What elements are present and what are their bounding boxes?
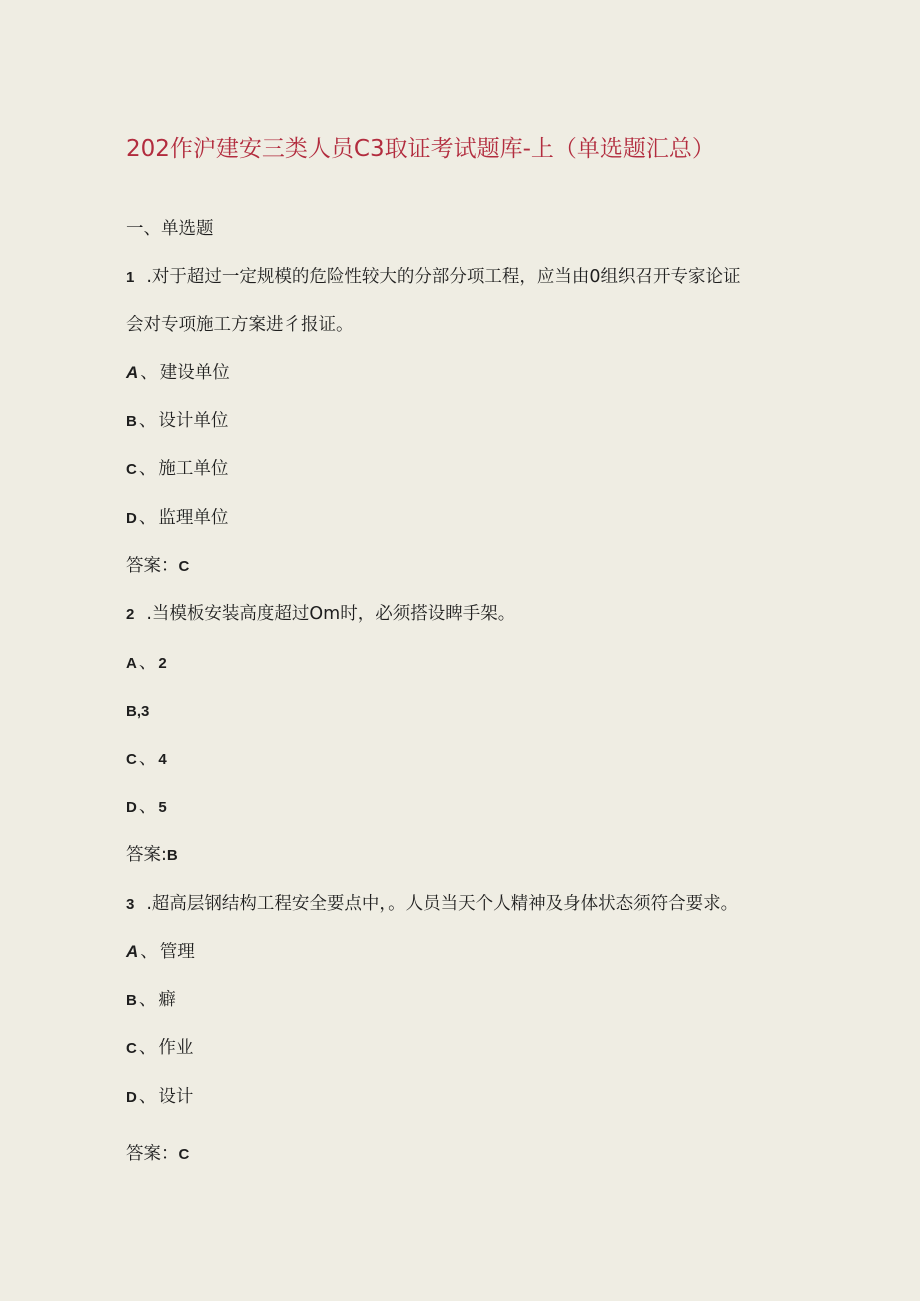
answer-value: C (178, 1146, 190, 1163)
option-text: 作业 (158, 1038, 194, 1058)
option-letter: A (126, 655, 137, 672)
option-text: 5 (158, 799, 167, 816)
question-number: 2 (126, 606, 135, 623)
question-text: .对于超过一定规模的危险性较大的分部分项工程，应当由0组织召开专家论证 (146, 267, 741, 287)
option-a (126, 361, 230, 385)
option-separator: 、 (138, 1038, 157, 1058)
option-b (126, 699, 149, 724)
option-letter: A (126, 363, 139, 382)
option-text: 施工单位 (158, 459, 229, 479)
option-separator: 、 (138, 411, 157, 431)
option-text: 管理 (159, 942, 195, 962)
option-d (126, 795, 167, 820)
option-letter: D (126, 510, 137, 527)
answer-2 (126, 843, 178, 868)
option-separator: 、 (138, 990, 157, 1010)
option-text: 设计 (158, 1087, 194, 1107)
option-a (126, 651, 167, 676)
answer-1 (126, 554, 189, 579)
answer-label: 答案: (126, 845, 167, 865)
option-separator: 、 (138, 1087, 157, 1107)
question-number: 1 (126, 269, 135, 286)
option-text: 4 (158, 751, 167, 768)
option-text: 监理单位 (158, 508, 229, 528)
option-d (126, 1085, 193, 1110)
option-b (126, 409, 228, 434)
option-c (126, 747, 167, 772)
option-text: 2 (158, 655, 167, 672)
option-b (126, 988, 176, 1013)
answer-3 (126, 1142, 189, 1167)
option-separator: 、 (138, 459, 157, 479)
option-letter: A (126, 942, 139, 961)
option-letter: D (126, 1089, 137, 1106)
question-text: .当模板安装高度超过Om时，必须搭设睥手架。 (146, 604, 516, 624)
question-2-line-1 (126, 602, 515, 627)
question-text: .超高层钢结构工程安全要点中，。人员当天个人精神及身体状态须符合要求。 (146, 894, 739, 914)
option-letter: D (126, 799, 137, 816)
question-1-line-1 (126, 265, 741, 290)
option-text: 设计单位 (158, 411, 229, 431)
option-letter: C (126, 461, 137, 478)
option-c (126, 457, 228, 482)
option-separator: 、 (138, 797, 157, 817)
option-separator: , (136, 703, 142, 720)
answer-value: B (166, 847, 178, 864)
option-separator: 、 (138, 508, 157, 528)
option-text: 3 (141, 703, 150, 720)
option-letter: C (126, 751, 137, 768)
option-text: 癖 (158, 990, 176, 1010)
answer-label: 答案： (126, 1144, 179, 1164)
option-c (126, 1036, 193, 1061)
option-letter: B (126, 413, 137, 430)
option-separator: 、 (138, 749, 157, 769)
answer-value: C (178, 558, 190, 575)
option-d (126, 506, 228, 531)
answer-label: 答案： (126, 556, 179, 576)
option-text: 建设单位 (159, 363, 230, 383)
section-heading: 一、单选题 (126, 219, 214, 239)
question-number: 3 (126, 896, 135, 913)
option-letter: C (126, 1040, 137, 1057)
option-separator: 、 (140, 942, 158, 962)
option-a (126, 940, 195, 964)
option-letter: B (126, 703, 137, 720)
option-separator: 、 (138, 653, 157, 673)
question-1-line-2: 会对专项施工方案进彳报证。 (126, 315, 354, 335)
document-title: 202作沪建安三类人员C3取证考试题库-上（单选题汇总） (126, 136, 715, 162)
question-3-line-1 (126, 892, 738, 917)
option-letter: B (126, 992, 137, 1009)
option-separator: 、 (140, 363, 158, 383)
